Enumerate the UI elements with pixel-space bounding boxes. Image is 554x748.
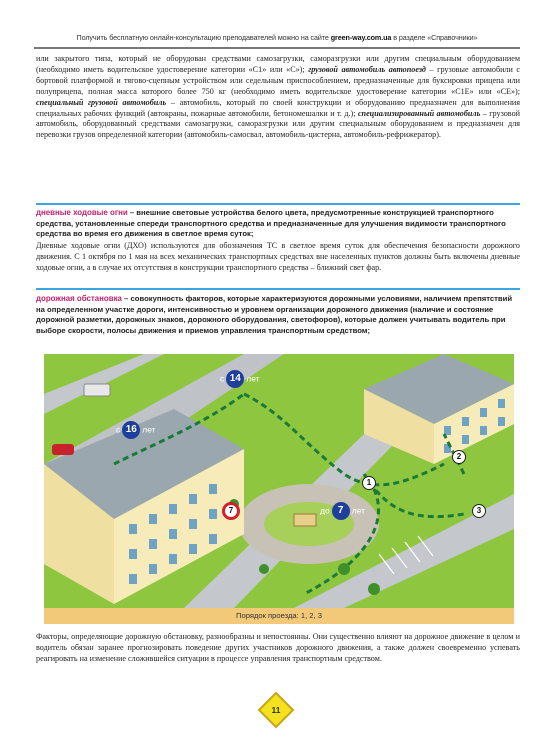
road-situation-definition <box>36 294 520 336</box>
badge-number: 7 <box>332 502 350 520</box>
badge-suffix: лет <box>142 424 156 435</box>
paragraph-text: – автомобиль, который по своей конструкции и оборудованию предназначен для выполнения специальных рабочих функций (автокраны, пожарные автомобили, бетономешалки и т. д.); <box>36 97 521 118</box>
term-road-situation: дорожная обстановка <box>36 294 122 303</box>
age-badge-16 <box>116 421 156 439</box>
vehicle-types-paragraph <box>36 54 520 141</box>
drl-body-paragraph: Дневные ходовые огни (ДХО) используются для обозначения ТС в светлое время суток для обеспечения безопасности дорожного движения. С 1 октября по 1 мая на всех механических транспортных средствах вне населенных пунктов должны быть включены дневные ходовые огни, а в случае их отсутствия в конструкции транспортного средства – ближний свет фар. <box>36 241 520 272</box>
route-marker-3: 3 <box>472 504 486 518</box>
drl-definition <box>36 208 520 240</box>
paragraph-text: – грузовые автомобили с бортовой платформой и тягово-сцепным устройством или седельным приспособлением, предназначенные для буксировки прицепа или полуприцепа, полная масса которого более 750 кг (необходимо иметь водительское удостоверение категории «С1Е» или «СЕ»); <box>36 64 521 96</box>
term-road-train: грузовой автомобиль автопоезд <box>308 64 426 74</box>
road-situation-illustration <box>44 354 514 624</box>
badge-number: 16 <box>122 421 140 439</box>
section-rule <box>36 203 520 205</box>
age-badge-14 <box>220 370 260 388</box>
badge-prefix: с <box>220 373 225 384</box>
term-specialized-vehicle: специализированный автомобиль <box>357 108 481 118</box>
definition-text: – внешние световые устройства белого цвета, предусмотренные конструкцией транспортного средства, установленные спереди транспортного средства и предназначенные для улучшения видимости транспортного средства во время его движения в светлое время суток; <box>36 208 506 239</box>
factors-paragraph: Факторы, определяющие дорожную обстановку, разнообразны и непостоянны. Они существенно влияют на дорожное движение в целом и водитель обязан заранее прогнозировать поведение других участников дорожного движения, а также должен своевременно успевать реагировать на изменение сложившейся ситуации в процессе управления транспортным средством. <box>36 632 520 663</box>
header-site-link[interactable]: green-way.com.ua <box>330 33 392 42</box>
section-rule <box>36 288 520 290</box>
header-rule <box>34 47 520 49</box>
badge-prefix: до <box>320 505 330 516</box>
header-text-end: в разделе «Справочники» <box>391 33 478 42</box>
paragraph-text: – грузовой автомобиль, оборудованный средствами самозагрузки, саморазгрузки или другим специальным оборудованием и предназначен для перевозки грузов определенной категории (автомобиль-самосвал, автомобиль-цистерна, автомобиль-рефрижератор). <box>36 108 520 140</box>
age-badge-7 <box>320 502 365 520</box>
term-drl: дневные ходовые огни <box>36 208 128 217</box>
page-number-badge <box>258 692 295 729</box>
route-marker-1: 1 <box>362 476 376 490</box>
badge-prefix: с <box>116 424 121 435</box>
route-marker-2: 2 <box>452 450 466 464</box>
illustration-scene <box>44 354 514 608</box>
paragraph-text: или закрытого типа, который не оборудован средствами самозагрузки, саморазгрузки или другим специальным оборудованием (необходимо иметь водительское удостоверение категории «С1» или «С»); <box>36 54 520 74</box>
header-text: Получить бесплатную онлайн-консультацию преподавателей можно на сайте <box>76 33 331 42</box>
illustration-caption: Порядок проезда: 1, 2, 3 <box>44 608 514 624</box>
page-header <box>34 33 520 47</box>
badge-suffix: лет <box>351 505 365 516</box>
page-number: 11 <box>271 705 281 715</box>
definition-text: – совокупность факторов, которые характеризуются дорожными условиями, наличием препятствий на определенном участке дороги, интенсивностью и уровнем организации дорожного движения (наличие и состояние дорожной разметки, дорожных знаков, дорожного оборудования, светофоров), которые должен учитывать водитель при выборе скорости, полосы движения и приемов управления транспортным средством; <box>36 294 513 335</box>
speed-limit-sign: 7 <box>222 502 240 520</box>
badge-number: 14 <box>226 370 244 388</box>
term-special-truck: специальный грузовой автомобиль <box>36 97 167 107</box>
badge-suffix: лет <box>246 373 260 384</box>
